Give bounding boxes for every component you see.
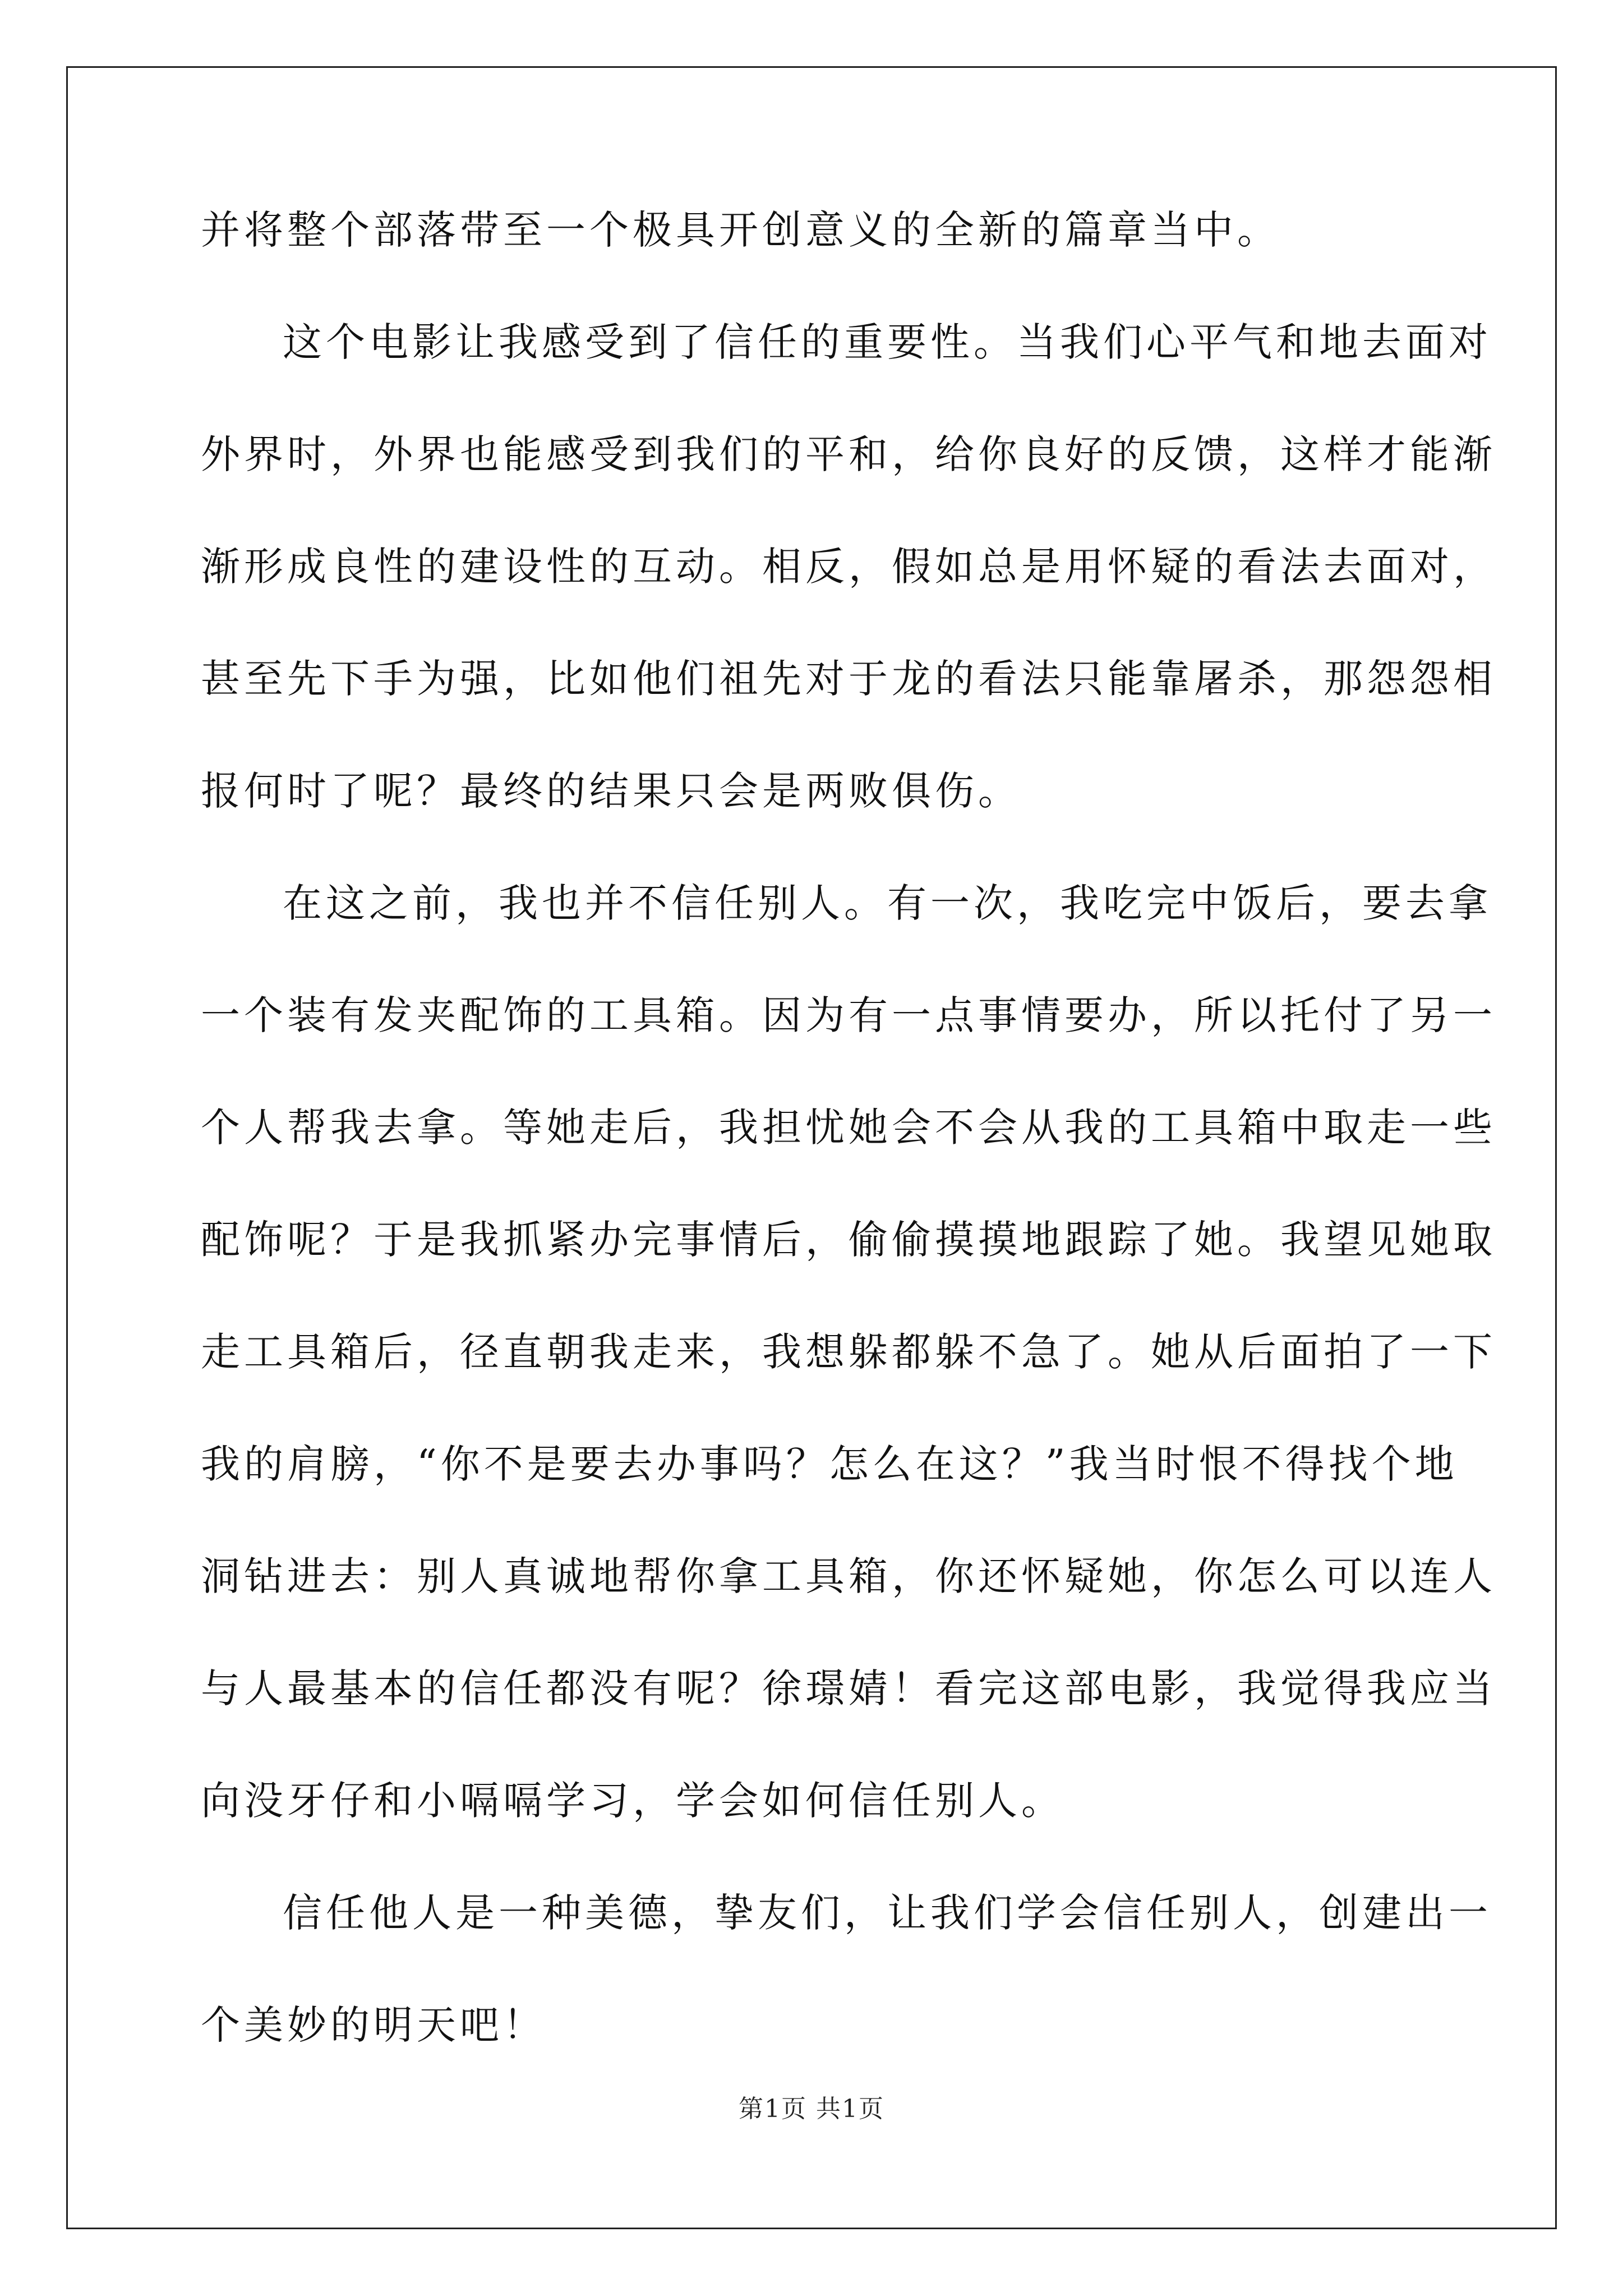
text-line: 洞钻进去：别人真诚地帮你拿工具箱，你还怀疑她，你怎么可以连人 [201, 1553, 1496, 1599]
text-line: 个美妙的明天吧！ [201, 2002, 546, 2048]
text-line: 一个装有发夹配饰的工具箱。因为有一点事情要办，所以托付了另一 [201, 992, 1496, 1038]
text-line: 向没牙仔和小嗝嗝学习，学会如何信任别人。 [201, 1778, 1064, 1824]
text-line: 渐形成良性的建设性的互动。相反，假如总是用怀疑的看法去面对， [201, 544, 1496, 590]
text-line: 走工具箱后，径直朝我走来，我想躲都躲不急了。她从后面拍了一下 [201, 1329, 1496, 1375]
text-line: 个人帮我去拿。等她走后，我担忧她会不会从我的工具箱中取走一些 [201, 1105, 1496, 1151]
text-line: 报何时了呢？最终的结果只会是两败俱伤。 [201, 768, 1021, 814]
text-line: 这个电影让我感受到了信任的重要性。当我们心平气和地去面对 [283, 319, 1492, 365]
text-line: 与人最基本的信任都没有呢？徐璟婧！看完这部电影，我觉得我应当 [201, 1665, 1496, 1711]
text-line: 外界时，外界也能感受到我们的平和，给你良好的反馈，这样才能渐 [201, 431, 1496, 477]
text-line: 甚至先下手为强，比如他们祖先对于龙的看法只能靠屠杀，那怨怨相 [201, 656, 1496, 702]
page-number-footer: 第1页 共1页 [739, 2095, 884, 2123]
text-line: 在这之前，我也并不信任别人。有一次，我吃完中饭后，要去拿 [283, 880, 1492, 926]
text-line: 并将整个部落带至一个极具开创意义的全新的篇章当中。 [201, 207, 1280, 253]
text-line: 我的肩膀，“你不是要去办事吗？怎么在这？”我当时恨不得找个地 [201, 1441, 1458, 1487]
text-line: 信任他人是一种美德，挚友们，让我们学会信任别人，创建出一 [283, 1890, 1492, 1936]
text-line: 配饰呢？于是我抓紧办完事情后，偷偷摸摸地跟踪了她。我望见她取 [201, 1217, 1496, 1263]
